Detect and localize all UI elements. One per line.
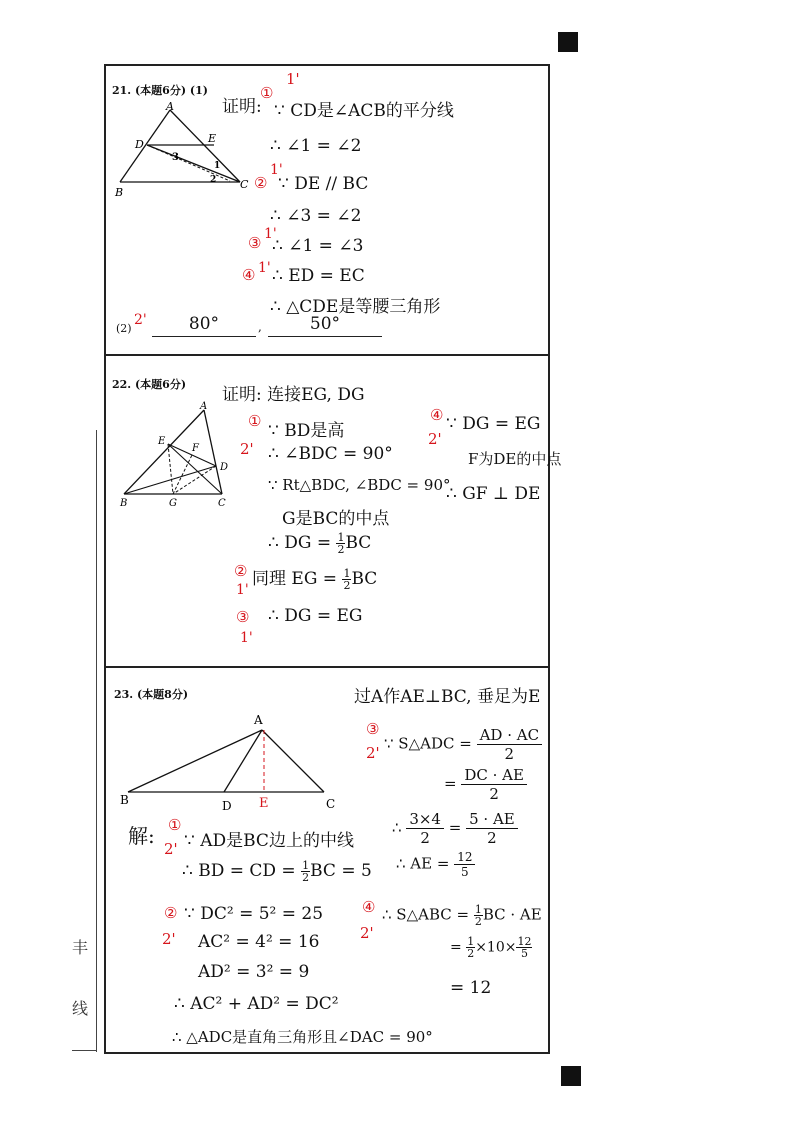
q23-step2-line2: AC² = 4² = 16 <box>198 932 320 952</box>
q22-step1-line4: G是BC的中点 <box>282 509 390 529</box>
q22-step2-text <box>252 564 377 591</box>
q22-proof-title: 证明: 连接EG, DG <box>222 385 365 405</box>
q23-step3-frac2-den: 2 <box>489 785 499 803</box>
q21-answer1: 80° <box>188 314 220 334</box>
q22-step1-score: 2' <box>240 440 254 458</box>
q23-step3-frac1-den: 2 <box>504 745 515 763</box>
q21-conclusion-text: ∴ △CDE是等腰三角形 <box>270 297 441 317</box>
registration-marker-bottom <box>561 1066 581 1086</box>
q21-step4-number: ④ <box>242 266 256 284</box>
fig23-label-B: B <box>120 793 129 807</box>
q22-step4-line2: F为DE的中点 <box>468 450 562 468</box>
q21-proof-title: 证明: <box>222 97 262 117</box>
q21-step1-number: ① <box>260 84 274 102</box>
q22-step1-line5-tail: BC <box>345 533 372 553</box>
q23-step2-score: 2' <box>162 930 176 948</box>
question-23-header: 23. (本题8分) <box>114 688 189 701</box>
fig22-label-E: E <box>158 436 166 447</box>
q22-step3-number: ③ <box>236 608 250 626</box>
q23-step3-frac2-num: DC · AE <box>461 766 527 785</box>
q23-step1-score: 2' <box>164 840 178 858</box>
fig21-label-E: E <box>208 132 217 145</box>
fig23-label-A: A <box>254 713 263 727</box>
q22-step1-half-num: 1 <box>337 531 345 544</box>
q23-step3-frac3-num: 3×4 <box>406 810 444 829</box>
q23-step4-line2-frac-den: 5 <box>520 947 528 960</box>
q23-step3-frac3-den: 2 <box>420 829 430 847</box>
q23-step3-number: ③ <box>366 720 380 738</box>
question-21-header: 21. (本题6分) (1) <box>112 84 208 97</box>
q22-step2-half-num: 1 <box>343 567 351 580</box>
question-23-panel <box>104 666 550 1054</box>
question-22-header: 22. (本题6分) <box>112 378 187 391</box>
q21-step2-text: ∵ DE // BC <box>278 174 369 194</box>
q23-step2-line3: AD² = 3² = 9 <box>198 962 310 982</box>
q23-step4-result: = 12 <box>450 978 492 998</box>
q23-step4-line2 <box>450 936 532 959</box>
q23-step4-half <box>474 904 483 927</box>
q21-step4-score: 1' <box>258 260 271 276</box>
q23-step4-line2-half <box>466 936 475 959</box>
q23-step3-area-label: ∵ S△ADC = <box>384 734 472 753</box>
fig21-angle-2: 2 <box>210 175 217 185</box>
q21-step4-text: ∴ ED = EC <box>272 266 365 286</box>
q21-step1b-text: ∴ ∠1 = ∠2 <box>270 136 362 156</box>
q22-step4-score: 2' <box>428 430 442 448</box>
fig23-label-E: E <box>259 796 269 811</box>
q23-step1-half-den: 2 <box>302 871 310 884</box>
q23-step4-number: ④ <box>362 898 376 916</box>
question-22-panel <box>104 354 562 668</box>
q23-step1-line2-prefix: ∴ BD = CD = <box>182 861 302 881</box>
q23-step3-ae-frac <box>454 850 475 879</box>
q22-step1-line2: ∴ ∠BDC = 90° <box>268 444 393 464</box>
q22-step2-prefix: 同理 EG = <box>252 569 343 589</box>
q23-step1-line1: ∵ AD是BC边上的中线 <box>184 831 354 851</box>
q23-step4-tail: BC · AE <box>482 905 542 924</box>
question-21-panel <box>104 64 550 356</box>
fig22-label-C: C <box>218 498 226 509</box>
q22-step3-score: 1' <box>240 630 253 646</box>
q23-step3-score: 2' <box>366 744 380 762</box>
fig21-label-B: B <box>115 186 124 198</box>
q21-step2b-text: ∴ ∠3 = ∠2 <box>270 206 362 226</box>
question-22-figure <box>112 400 242 512</box>
q22-step2-score: 1' <box>236 582 249 598</box>
q23-step1-number: ① <box>168 816 182 834</box>
q23-step4-line2-half-num: 1 <box>467 935 475 948</box>
q23-step1-line2-tail: BC = 5 <box>310 861 372 881</box>
registration-marker-top <box>558 32 578 52</box>
q23-step3-frac4 <box>466 810 518 847</box>
q23-step4-line2-mid: ×10× <box>475 939 517 956</box>
q23-step3-ae <box>396 850 475 879</box>
q23-step3-ae-den: 5 <box>461 865 469 879</box>
fig22-label-D: D <box>220 462 229 473</box>
q23-step3-frac4-den: 2 <box>487 829 497 847</box>
q21-step1-score: 1' <box>286 70 300 88</box>
q23-step3-frac2 <box>461 766 527 803</box>
q22-step2-tail: BC <box>351 569 378 589</box>
q21-answer2-blank <box>268 314 382 337</box>
q22-step1-half-den: 2 <box>337 543 345 556</box>
question-23-figure <box>116 708 346 812</box>
binding-line <box>96 430 97 1052</box>
fig21-angle-1: 1 <box>214 161 221 171</box>
q21-answer2: 50° <box>309 314 341 334</box>
q23-step3-ae-label: ∴ AE = <box>396 854 455 873</box>
fig23-label-D: D <box>222 799 232 812</box>
q23-step4-line2-pre: = <box>450 939 467 956</box>
q23-step1-line2 <box>182 860 372 883</box>
fig21-angle-3: 3 <box>172 152 179 163</box>
q22-step1-number: ① <box>248 412 262 430</box>
q21-step2-score: 1' <box>270 162 283 178</box>
q21-step1-text: ∵ CD是∠ACB的平分线 <box>274 101 454 121</box>
q22-step4-line1: ∵ DG = EG <box>446 414 541 434</box>
q23-step4-line2-frac-num: 12 <box>517 935 532 948</box>
q21-answer1-blank <box>152 314 256 337</box>
q21-step3-score: 1' <box>264 226 277 242</box>
q23-solution-label: 解: <box>128 824 155 848</box>
q23-step3-frac1 <box>477 726 542 763</box>
q21-part2-label: (2) <box>116 322 132 335</box>
q21-answer-separator: , <box>258 320 262 334</box>
margin-char-1: 丰 <box>72 938 89 957</box>
q22-step1-line5-prefix: ∴ DG = <box>268 533 337 553</box>
fig21-label-C: C <box>240 178 249 191</box>
q23-step2-line4: ∴ AC² + AD² = DC² <box>174 994 339 1014</box>
q23-step3-frac3 <box>406 810 444 847</box>
q23-step3-ae-num: 12 <box>454 850 475 865</box>
q23-step3-area-line <box>384 726 542 763</box>
fig22-label-G: G <box>169 498 177 509</box>
fig21-label-D: D <box>135 138 144 151</box>
q23-step1-half <box>301 860 310 883</box>
q23-step4-half-den: 2 <box>474 915 482 928</box>
q23-step3-area-line2: = $\frac{DC \cdot AE}{2}$ <box>444 766 527 803</box>
q23-step2-line5: ∴ △ADC是直角三角形且∠DAC = 90° <box>172 1028 433 1046</box>
q23-step3-frac4-num: 5 · AE <box>466 810 518 829</box>
q23-step4-line2-frac <box>516 936 532 959</box>
q22-step4-number: ④ <box>430 406 444 424</box>
fig22-label-B: B <box>120 498 128 509</box>
q22-step2-half-den: 2 <box>343 579 351 592</box>
q23-construction: 过A作AE⊥BC, 垂足为E <box>354 687 541 707</box>
fig23-label-C: C <box>326 797 336 811</box>
margin-char-2: 线 <box>72 999 89 1018</box>
q21-step3-number: ③ <box>248 234 262 252</box>
q23-step4-area-label: ∴ S△ABC = <box>382 905 474 924</box>
fig22-label-F: F <box>192 443 199 454</box>
q22-step2-number: ② <box>234 562 248 580</box>
q23-step4-line1 <box>382 904 542 927</box>
q21-part2-score: 2' <box>134 312 147 328</box>
q23-step3-equation: ∴ $\frac{3\times 4}{2}$ = $\frac{5 \cdot AE}{2}$ <box>392 810 518 847</box>
fig22-label-A: A <box>200 401 208 412</box>
q22-step1-line1: ∵ BD是高 <box>268 421 345 441</box>
fig21-label-A: A <box>166 102 174 113</box>
q23-step2-line1: ∵ DC² = 5² = 25 <box>184 904 324 924</box>
q23-step1-half-num: 1 <box>302 859 310 872</box>
q22-step4-line3: ∴ GF ⊥ DE <box>446 484 541 504</box>
q22-step1-line5 <box>268 532 371 555</box>
q21-step3-text: ∴ ∠1 = ∠3 <box>272 236 364 256</box>
q22-step1-line3: ∵ Rt△BDC, ∠BDC = 90° <box>268 476 451 494</box>
q23-step4-line2-half-den: 2 <box>467 947 475 960</box>
q23-step2-number: ② <box>164 904 178 922</box>
q21-step2-number: ② <box>254 174 268 192</box>
q23-step4-half-num: 1 <box>474 903 482 916</box>
q23-step3-frac1-num: AD · AC <box>477 726 542 745</box>
q23-step4-score: 2' <box>360 924 374 942</box>
q22-step3-text: ∴ DG = EG <box>268 606 363 626</box>
binding-tick <box>72 1050 96 1051</box>
